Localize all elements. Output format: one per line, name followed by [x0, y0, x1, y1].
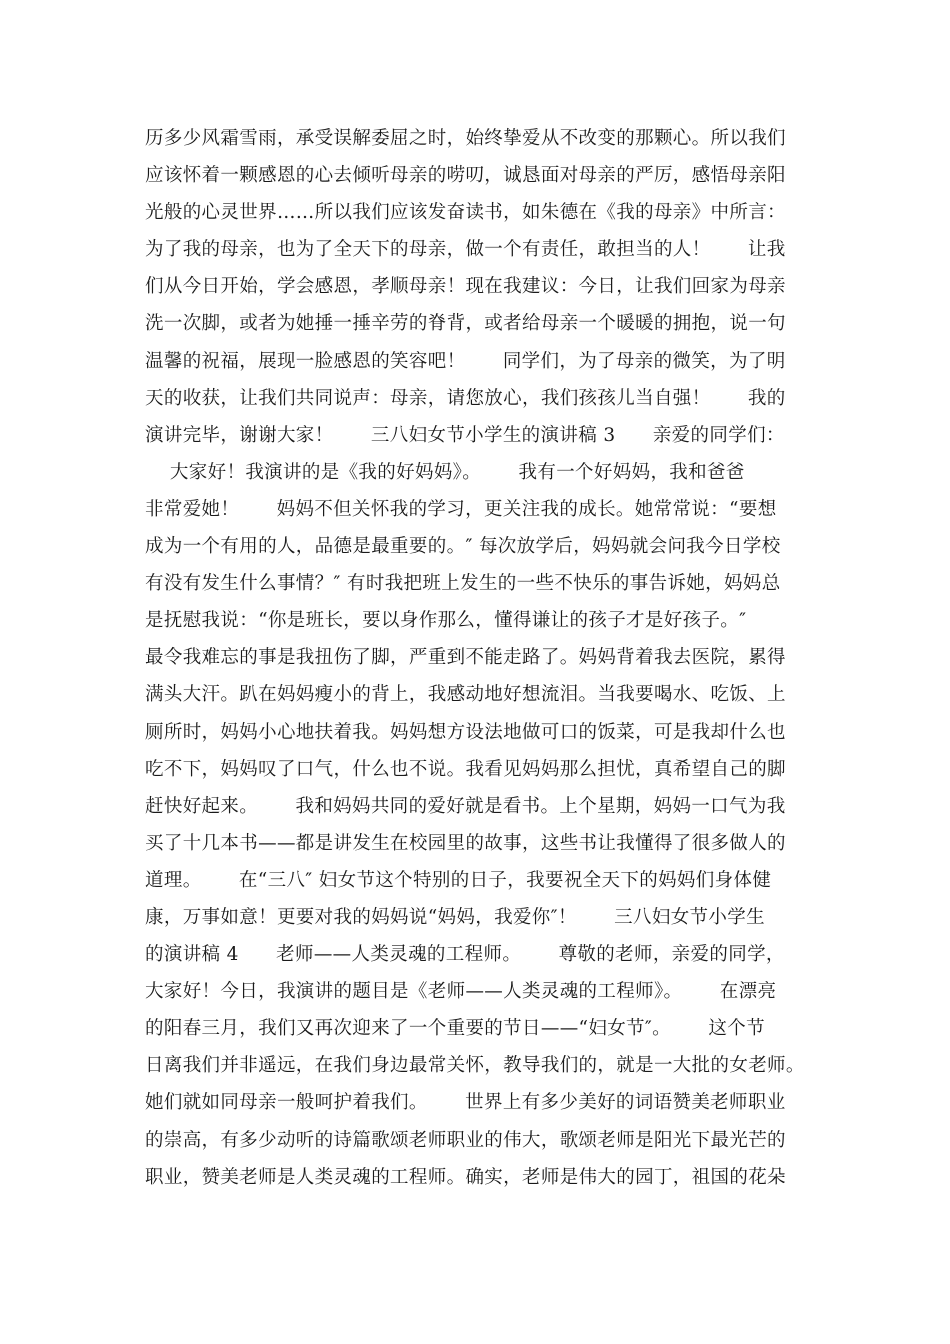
text-line-15: 最令我难忘的事是我扭伤了脚，严重到不能走路了。妈妈背着我去医院，累得	[145, 647, 786, 669]
text-line-2: 应该怀着一颗感恩的心去倾听母亲的唠叨，诚恳面对母亲的严厉，感悟母亲阳	[145, 165, 786, 187]
text-line-4: 为了我的母亲，也为了全天下的母亲，做一个有责任，敢担当的人！ 让我	[145, 239, 786, 261]
text-line-17: 厕所时，妈妈小心地扶着我。妈妈想方设法地做可口的饭菜，可是我却什么也	[145, 721, 786, 743]
text-line-5: 们从今日开始，学会感恩，孝顺母亲！现在我建议：今日，让我们回家为母亲	[145, 276, 786, 298]
text-line-11: 非常爱她！ 妈妈不但关怀我的学习，更关注我的成长。她常常说：“要想	[145, 498, 777, 520]
text-line-26: 日离我们并非遥远，在我们身边最常关怀，教导我们的，就是一大批的女老师。	[145, 1055, 805, 1077]
text-line-16: 满头大汗。趴在妈妈瘦小的背上，我感动地好想流泪。当我要喝水、吃饭、上	[145, 684, 786, 706]
text-line-7: 温馨的祝福，展现一脸感恩的笑容吧！ 同学们，为了母亲的微笑，为了明	[145, 350, 786, 372]
text-line-19: 赶快好起来。 我和妈妈共同的爱好就是看书。上个星期，妈妈一口气为我	[145, 795, 786, 817]
text-line-14: 是抚慰我说：“你是班长，要以身作那么，懂得谦让的孩子才是好孩子。″	[145, 610, 747, 632]
text-line-1: 历多少风霜雪雨，承受误解委屈之时，始终挚爱从不改变的那颗心。所以我们	[145, 128, 786, 149]
text-line-3: 光般的心灵世界……所以我们应该发奋读书，如朱德在《我的母亲》中所言：	[145, 202, 786, 224]
text-line-20: 买了十几本书——都是讲发生在校园里的故事，这些书让我懂得了很多做人的	[145, 832, 786, 854]
text-line-27: 她们就如同母亲一般呵护着我们。 世界上有多少美好的词语赞美老师职业	[145, 1092, 786, 1114]
text-line-22: 康，万事如意！更要对我的妈妈说“妈妈，我爱你″！ 三八妇女节小学生	[145, 906, 765, 928]
text-line-18: 吃不下，妈妈叹了口气，什么也不说。我看见妈妈那么担忧，真希望自己的脚	[145, 758, 786, 780]
text-line-28: 的崇高，有多少动听的诗篇歌颂老师职业的伟大，歌颂老师是阳光下最光芒的	[145, 1129, 786, 1151]
text-line-8: 天的收获，让我们共同说声：母亲，请您放心，我们孩孩儿当自强！ 我的	[145, 387, 786, 409]
body-text	[145, 120, 825, 1196]
text-line-12: 成为一个有用的人，品德是最重要的。″ 每次放学后，妈妈就会问我今日学校	[145, 536, 781, 558]
text-line-23: 的演讲稿 4 老师——人类灵魂的工程师。 尊敬的老师，亲爱的同学，	[145, 944, 785, 966]
text-line-29: 职业，赞美老师是人类灵魂的工程师。确实，老师是伟大的园丁，祖国的花朵	[145, 1166, 786, 1188]
text-line-10: 大家好！我演讲的是《我的好妈妈》。 我有一个好妈妈，我和爸爸	[145, 461, 745, 483]
text-line-9: 演讲完毕，谢谢大家！ 三八妇女节小学生的演讲稿 3 亲爱的同学们：	[145, 424, 785, 446]
text-line-24: 大家好！今日，我演讲的题目是《老师——人类灵魂的工程师》。 在漂亮	[145, 981, 777, 1003]
text-line-13: 有没有发生什么事情？″ 有时我把班上发生的一些不快乐的事告诉她，妈妈总	[145, 573, 781, 595]
text-line-6: 洗一次脚，或者为她捶一捶辛劳的脊背，或者给母亲一个暖暖的拥抱，说一句	[145, 313, 786, 335]
text-line-25: 的阳春三月，我们又再次迎来了一个重要的节日——“妇女节″。 这个节	[145, 1018, 765, 1040]
text-line-21: 道理。 在“三八″ 妇女节这个特别的日子，我要祝全天下的妈妈们身体健	[145, 869, 772, 891]
